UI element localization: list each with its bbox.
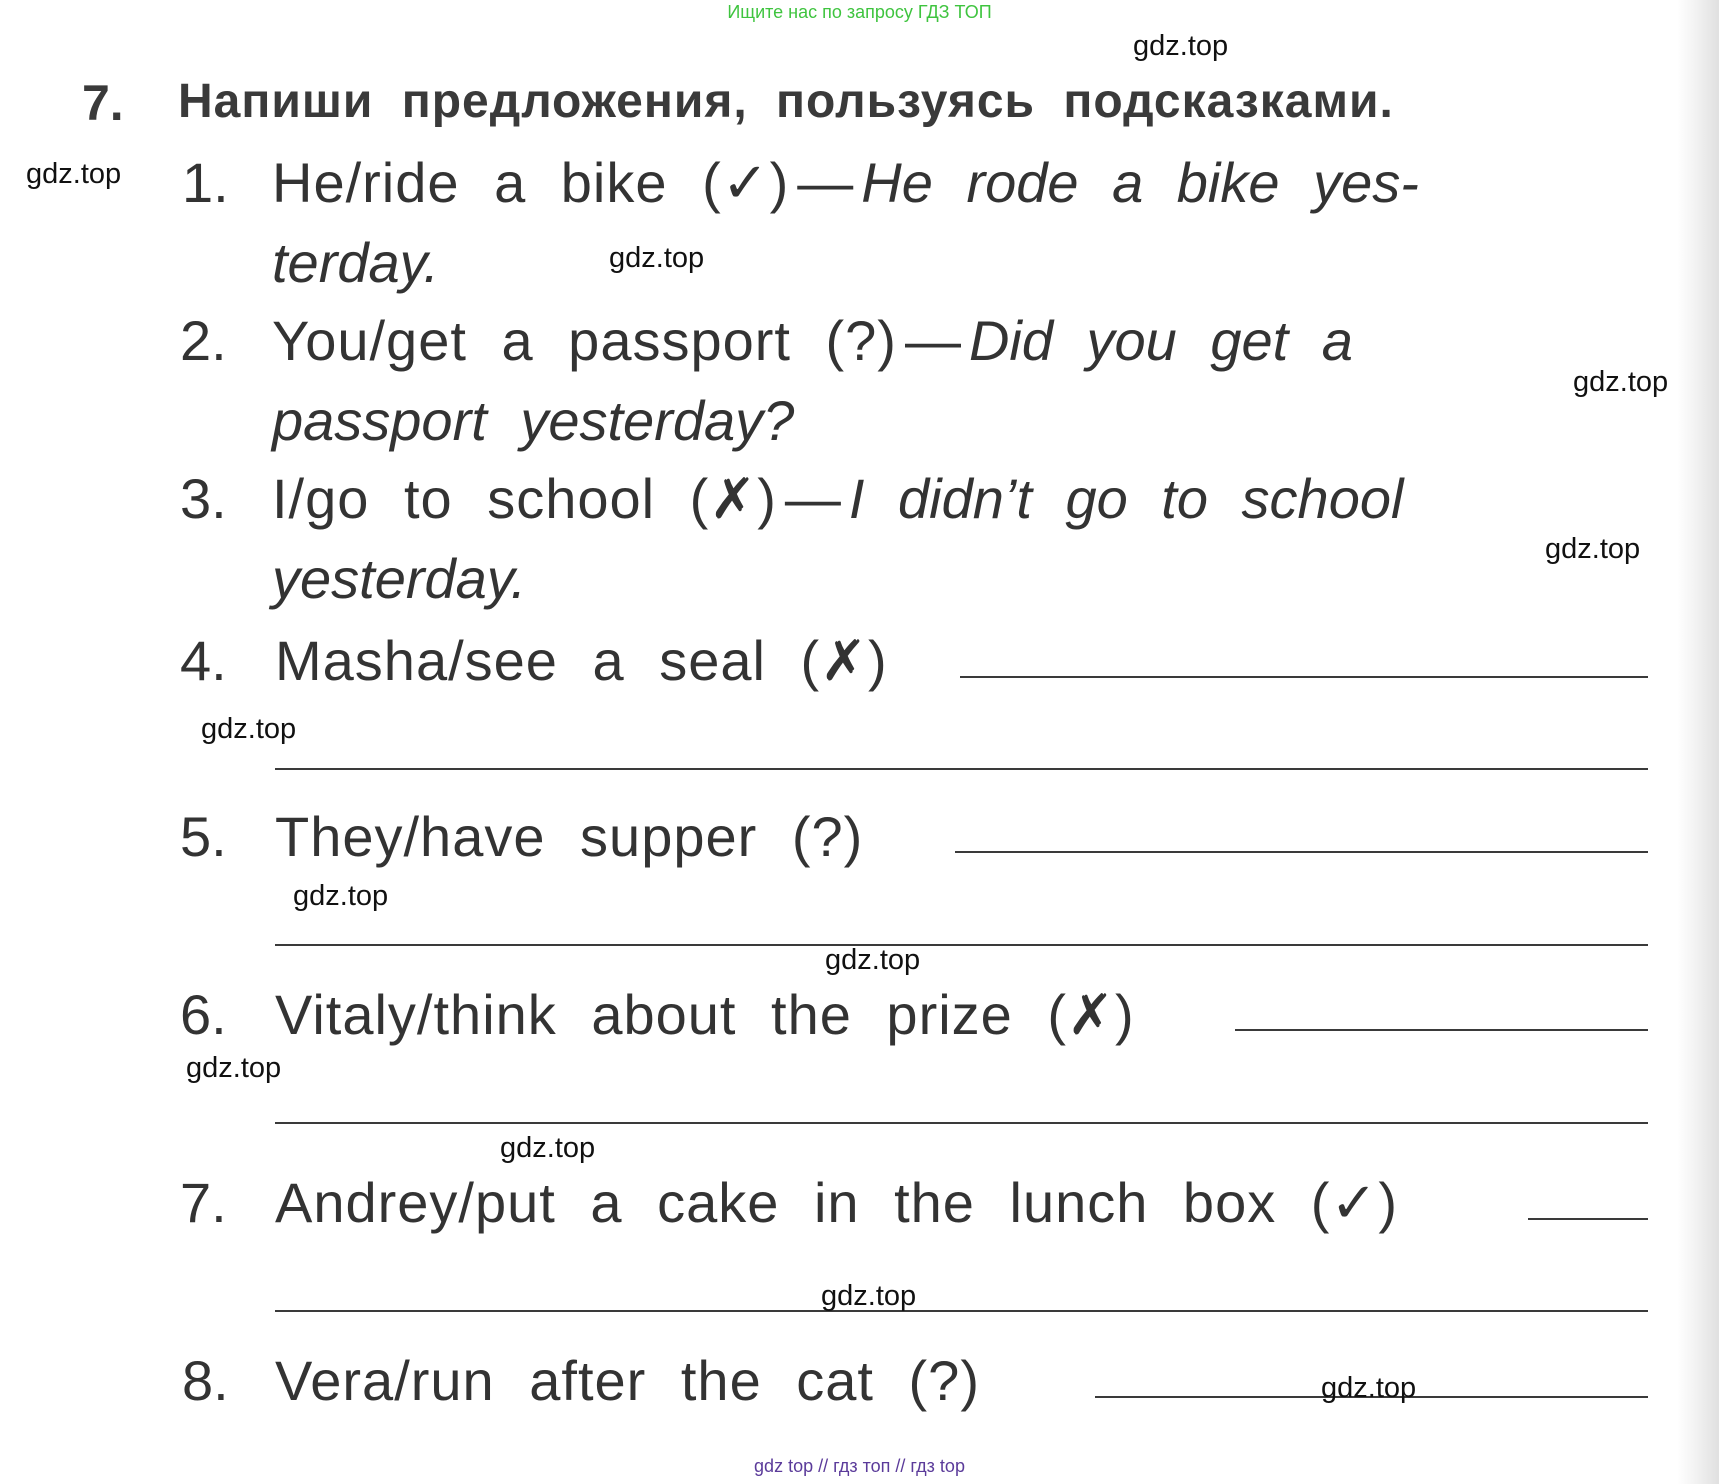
item-4-prompt: Masha/see a seal (✗) [275, 629, 888, 692]
item-3-line [272, 466, 1403, 532]
watermark: gdz.top [609, 242, 705, 274]
watermark: gdz.top [1545, 533, 1641, 565]
watermark: gdz.top [26, 158, 122, 190]
watermark: gdz.top [825, 944, 921, 976]
item-3-answer-continued: yesterday. [272, 547, 527, 610]
item-2-number: 2. [180, 309, 227, 372]
item-5-answer-line[interactable] [955, 851, 1648, 853]
watermark: gdz.top [1321, 1372, 1417, 1404]
item-1-number: 1. [182, 151, 229, 214]
item-1-dash: — [797, 151, 854, 214]
item-4-number: 4. [180, 629, 227, 692]
item-5-answer-line-2[interactable] [275, 944, 1648, 946]
watermark: gdz.top [821, 1280, 917, 1312]
watermark: gdz.top [1573, 366, 1669, 398]
item-7-answer-line[interactable] [1528, 1218, 1648, 1220]
item-2-line [272, 308, 1353, 373]
item-8-prompt: Vera/run after the cat (?) [275, 1349, 980, 1412]
item-1-prompt: He/ride a bike (✓) [272, 151, 790, 214]
item-3-answer: I didn’t go to school [848, 467, 1404, 530]
item-4-answer-line[interactable] [960, 676, 1648, 678]
footer-links[interactable]: gdz top // гдз топ // гдз top [754, 1456, 965, 1476]
watermark: gdz.top [201, 713, 297, 745]
item-3-number: 3. [180, 467, 227, 530]
task-number: 7. [82, 75, 124, 131]
item-6-prompt: Vitaly/think about the prize (✗) [275, 983, 1135, 1046]
item-7-answer-line-2[interactable] [275, 1310, 1648, 1312]
item-6-answer-line-2[interactable] [275, 1122, 1648, 1124]
item-1-line [272, 150, 1419, 216]
item-2-dash: — [904, 309, 961, 372]
item-2-prompt: You/get a passport (?) [272, 309, 897, 372]
item-7-prompt: Andrey/put a cake in the lunch box (✓) [275, 1171, 1398, 1234]
top-banner[interactable]: Ищите нас по запросу ГДЗ ТОП [727, 2, 992, 22]
item-3-dash: — [784, 467, 841, 530]
item-6-number: 6. [180, 983, 227, 1046]
watermark: gdz.top [500, 1132, 596, 1164]
item-2-answer: Did you get a [968, 309, 1353, 372]
item-8-number: 8. [182, 1349, 229, 1412]
item-5-number: 5. [180, 805, 227, 868]
item-5-prompt: They/have supper (?) [275, 805, 864, 868]
item-1-answer-continued: terday. [272, 231, 440, 294]
watermark: gdz.top [1133, 30, 1229, 62]
item-1-answer: He rode a bike yes- [861, 151, 1419, 214]
watermark: gdz.top [186, 1052, 282, 1084]
task-title: Напиши предложения, пользуясь подсказками. [178, 75, 1394, 128]
item-4-answer-line-2[interactable] [275, 768, 1648, 770]
item-7-number: 7. [180, 1171, 227, 1234]
item-2-answer-continued: passport yesterday? [272, 389, 795, 452]
watermark: gdz.top [293, 880, 389, 912]
item-3-prompt: I/go to school (✗) [272, 467, 777, 530]
page-edge-shadow [1677, 0, 1719, 1484]
item-6-answer-line[interactable] [1235, 1029, 1648, 1031]
